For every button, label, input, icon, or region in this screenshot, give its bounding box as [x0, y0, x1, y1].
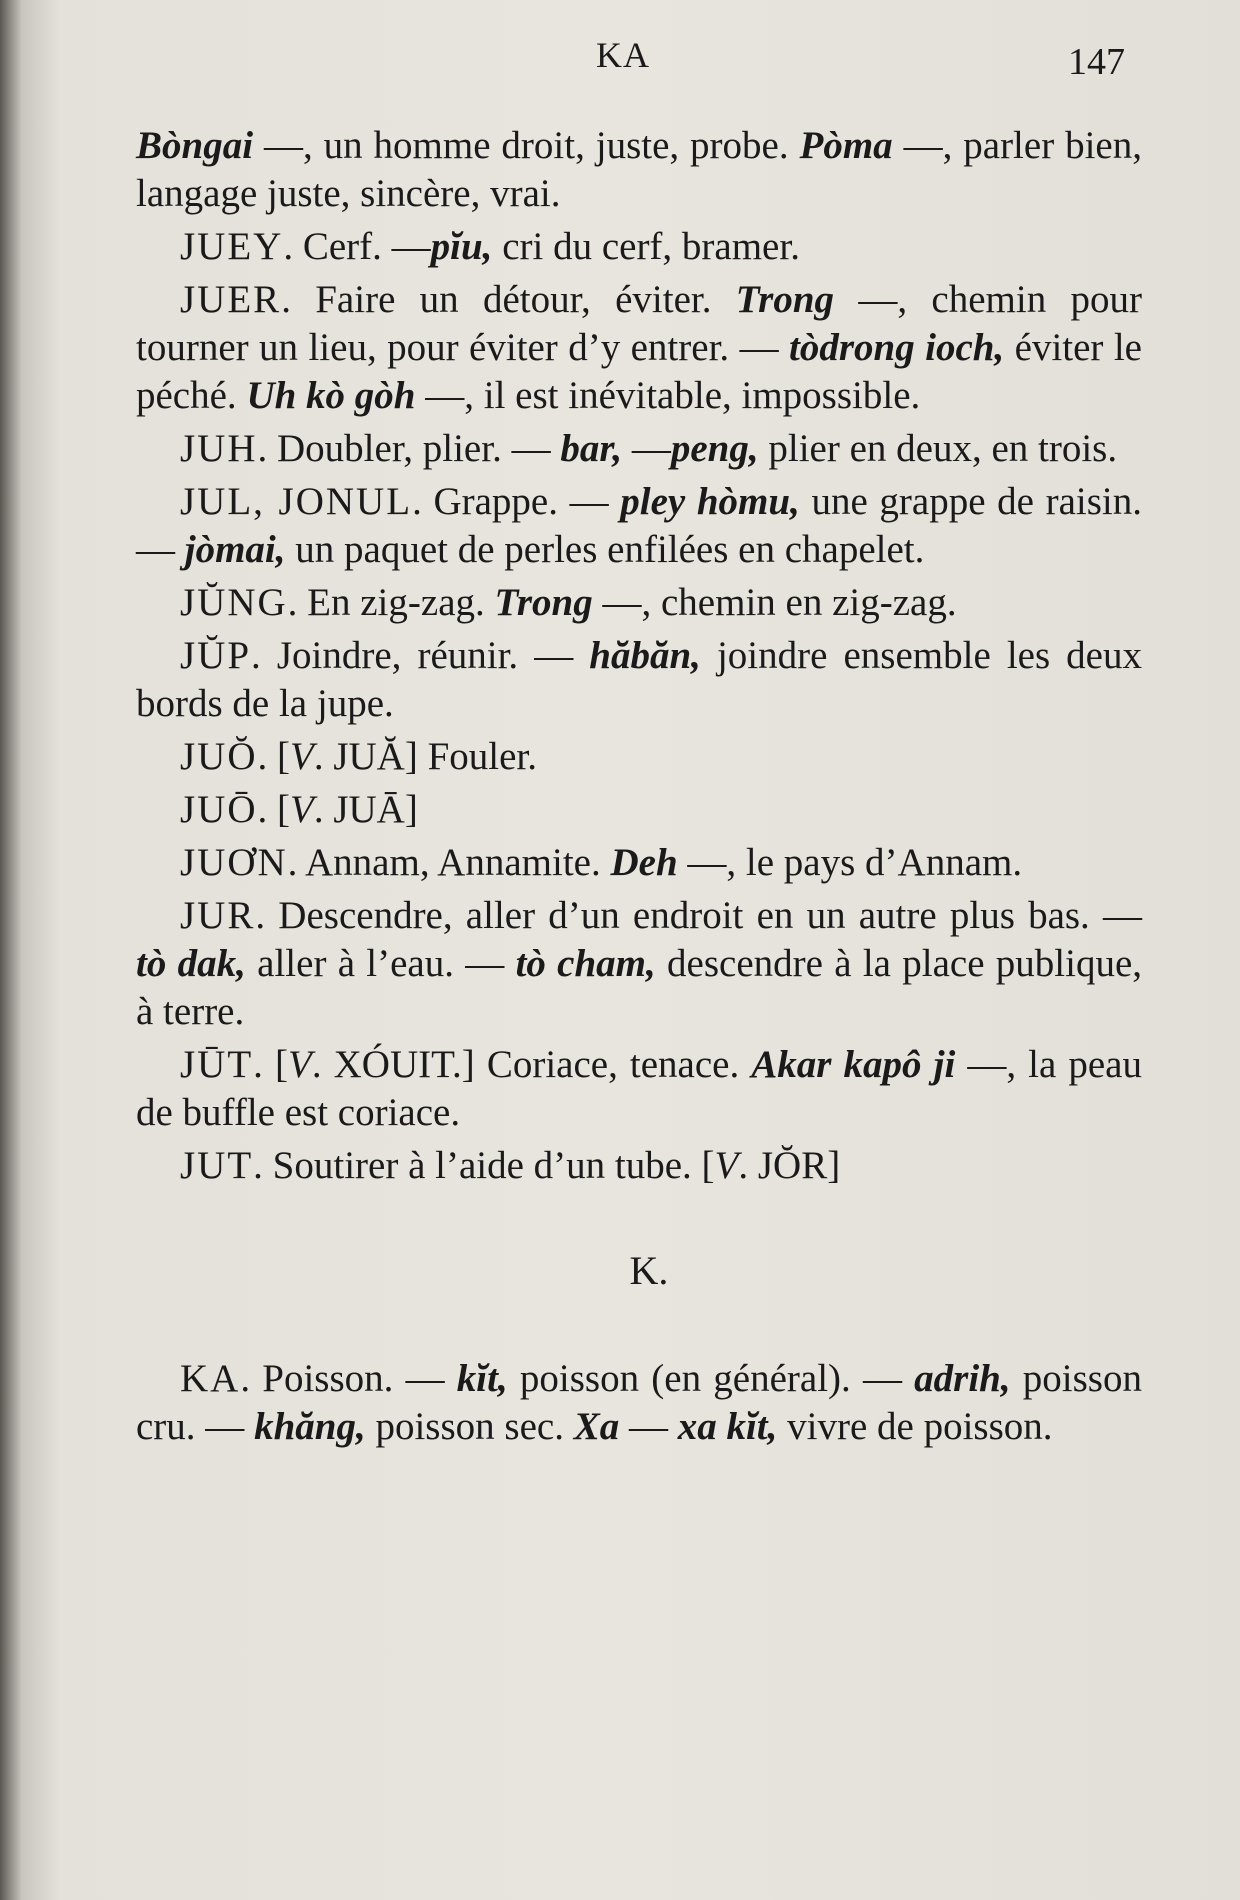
- definition-text: —, la peau de buffle est coriace.: [136, 1043, 1142, 1134]
- headword: JUL, JONUL: [180, 480, 413, 523]
- definition-text: . [: [257, 788, 291, 831]
- definition-text: . JŎR]: [738, 1144, 841, 1187]
- vernacular-term: adrih,: [914, 1357, 1011, 1400]
- vernacular-term: Xa: [573, 1405, 620, 1448]
- headword: JUŎ: [180, 735, 258, 778]
- definition-text: . [: [253, 1043, 288, 1086]
- vernacular-term: khăng,: [254, 1405, 366, 1448]
- vernacular-term: peng,: [670, 427, 759, 470]
- definition-text: . JUĀ]: [313, 788, 418, 831]
- cross-reference-marker: V: [290, 788, 314, 831]
- vernacular-term: jòmai,: [184, 528, 286, 571]
- header-title: KA: [596, 35, 650, 75]
- vernacular-term: Bòngai: [136, 124, 254, 167]
- definition-text: . Doubler, plier. —: [257, 427, 561, 470]
- vernacular-term: tò cham,: [515, 942, 656, 985]
- definition-text: . Grappe. —: [412, 480, 621, 523]
- definition-text: . Annam, Annamite.: [287, 841, 611, 884]
- dictionary-entry: [136, 579, 1142, 627]
- dictionary-entry: [136, 223, 1142, 271]
- definition-text: —, chemin en zig-zag.: [592, 581, 957, 624]
- dictionary-entry: [136, 1355, 1142, 1451]
- definition-text: —, le pays d’Annam.: [677, 841, 1023, 884]
- dictionary-entry: [136, 839, 1142, 887]
- vernacular-term: xa kĭt,: [677, 1405, 778, 1448]
- dictionary-entry: [136, 632, 1142, 728]
- vernacular-term: Trong: [735, 278, 835, 321]
- running-header: [0, 30, 1240, 90]
- section-letter: K.: [629, 1248, 669, 1293]
- vernacular-term: Akar kapô ji: [751, 1043, 956, 1086]
- definition-text: une grappe de raisin. —: [136, 480, 1143, 571]
- headword: JŬNG: [180, 581, 288, 624]
- definition-text: aller à l’eau. —: [245, 942, 516, 985]
- headword: JUH: [180, 427, 258, 470]
- definition-text: —, parler bien, langage juste, sincère, vrai.: [136, 124, 1142, 215]
- definition-text: poisson (en général). —: [507, 1357, 915, 1400]
- definition-text: . Poisson. —: [240, 1357, 457, 1400]
- vernacular-term: tò dak,: [136, 942, 246, 985]
- cross-reference-marker: V: [287, 1043, 312, 1086]
- definition-text: . Descendre, aller d’un endroit en un autre plus bas. —: [255, 894, 1142, 937]
- headword: JUEY: [180, 225, 284, 268]
- definition-text: —: [622, 427, 671, 470]
- vernacular-term: Uh kò gòh: [246, 374, 416, 417]
- headword: JŪT: [180, 1043, 254, 1086]
- definition-text: joindre ensemble les deux bords de la jupe.: [136, 634, 1142, 725]
- dictionary-entry: [136, 786, 1142, 834]
- definition-text: un paquet de perles enfilées en chapelet.: [285, 528, 925, 571]
- definition-text: . En zig-zag.: [287, 581, 495, 624]
- headword: JUƠN: [180, 841, 288, 884]
- dictionary-entry: [136, 478, 1142, 574]
- definition-text: —, chemin pour tourner un lieu, pour éviter d’y entrer. —: [136, 278, 1142, 369]
- vernacular-term: hăbăn,: [589, 634, 701, 677]
- definition-text: plier en deux, en trois.: [758, 427, 1118, 470]
- vernacular-term: pley hòmu,: [620, 480, 800, 523]
- definition-text: poisson sec.: [365, 1405, 574, 1448]
- headword: JUŌ: [180, 788, 258, 831]
- dictionary-entry: [136, 425, 1142, 473]
- vernacular-term: Trong: [494, 581, 593, 624]
- dictionary-body: [136, 122, 1142, 1456]
- dictionary-entry: [136, 1041, 1142, 1137]
- vernacular-term: pĭu,: [430, 225, 493, 268]
- headword: KA: [180, 1357, 241, 1400]
- headword: JUER: [180, 278, 282, 321]
- entries-k-list: [136, 1355, 1142, 1451]
- vernacular-term: Pòma: [799, 124, 893, 167]
- definition-text: . Soutirer à l’aide d’un tube. [: [253, 1144, 715, 1187]
- cross-reference-marker: V: [714, 1144, 739, 1187]
- entries-j-list: [136, 122, 1142, 1190]
- definition-text: . XÓUIT.] Coriace, tenace.: [311, 1043, 752, 1086]
- definition-text: . Joindre, réunir. —: [251, 634, 590, 677]
- headword: JUR: [180, 894, 256, 937]
- definition-text: —: [619, 1405, 678, 1448]
- vernacular-term: kĭt,: [456, 1357, 508, 1400]
- definition-text: . [: [257, 735, 291, 778]
- dictionary-entry: [136, 276, 1142, 420]
- dictionary-entry: [136, 122, 1142, 218]
- definition-text: . Faire un détour, éviter.: [281, 278, 736, 321]
- vernacular-term: tòdrong ioch,: [789, 326, 1005, 369]
- definition-text: poisson cru. —: [136, 1357, 1142, 1448]
- definition-text: descendre à la place publique, à terre.: [136, 942, 1143, 1033]
- definition-text: vivre de poisson.: [777, 1405, 1053, 1448]
- vernacular-term: bar,: [560, 427, 623, 470]
- definition-text: . JUĂ] Fouler.: [313, 735, 538, 778]
- definition-text: cri du cerf, bramer.: [492, 225, 800, 268]
- dictionary-entry: [136, 892, 1142, 1036]
- definition-text: éviter le péché.: [136, 326, 1142, 417]
- definition-text: —, il est inévitable, impossible.: [415, 374, 921, 417]
- dictionary-entry: [136, 733, 1142, 781]
- definition-text: . Cerf. —: [283, 225, 431, 268]
- headword: JŬP: [180, 634, 252, 677]
- definition-text: —, un homme droit, juste, probe.: [253, 124, 800, 167]
- headword: JUT: [180, 1144, 254, 1187]
- cross-reference-marker: V: [290, 735, 314, 778]
- page-number: 147: [1068, 41, 1125, 83]
- dictionary-entry: [136, 1142, 1142, 1190]
- vernacular-term: Deh: [610, 841, 678, 884]
